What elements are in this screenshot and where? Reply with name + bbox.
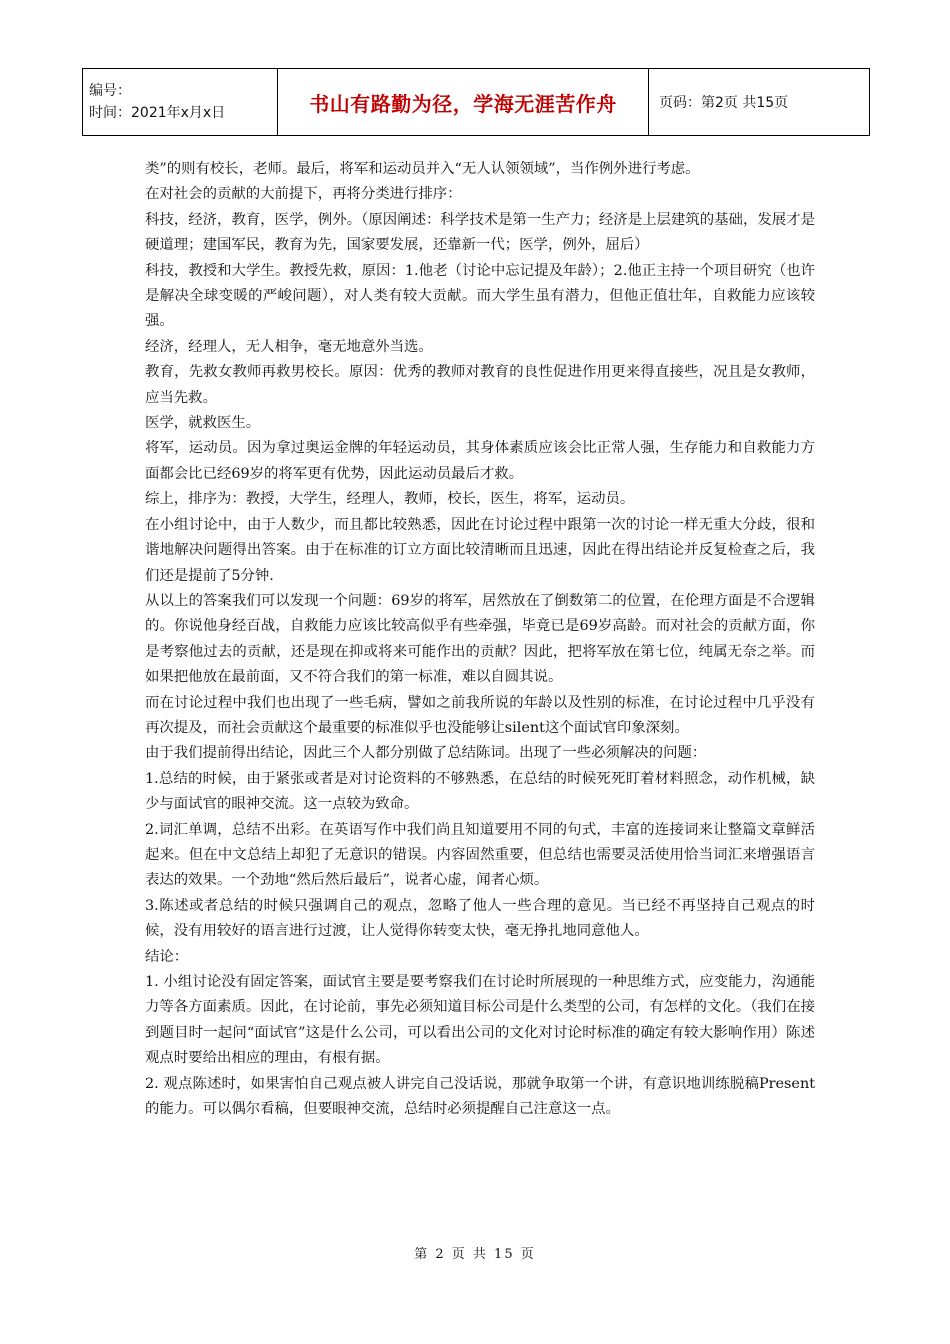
body-paragraph: 教育，先救女教师再救男校长。原因：优秀的教师对教育的良性促进作用更来得直接些，况且是女教师，应当先救。 bbox=[145, 364, 815, 406]
body-paragraph: 经济，经理人，无人相争，毫无地意外当选。 bbox=[145, 338, 433, 355]
body-paragraph: 科技，教授和大学生。教授先救，原因：1.他老（讨论中忘记提及年龄）；2.他正主持一个项目研究（也许是解决全球变暖的严峻问题），对人类有较大贡献。而大学生虽有潜力，但他正值壮年，自救能力应该较强。 bbox=[145, 262, 815, 330]
body-paragraph: 科技，经济，教育，医学，例外。（原因阐述：科学技术是第一生产力；经济是上层建筑的基础，发展才是硬道理；建国军民，教育为先，国家要发展，还靠新一代；医学，例外，屈后） bbox=[145, 211, 815, 254]
page-footer: 第 2 页 共 15 页 bbox=[414, 1247, 536, 1262]
body-paragraph: 1.总结的时候，由于紧张或者是对讨论资料的不够熟悉，在总结的时候死死盯着材料照念，动作机械，缺少与面试官的眼神交流。这一点较为致命。 bbox=[145, 770, 815, 813]
header-meta-cell bbox=[83, 69, 278, 136]
header-motto: 书山有路勤为径，学海无涯苦作舟 bbox=[278, 69, 649, 136]
body-paragraph: 医学，就救医生。 bbox=[145, 415, 261, 432]
body-paragraph: 综上，排序为：教授，大学生，经理人，教师，校长，医生，将军，运动员。 bbox=[145, 491, 635, 508]
body-paragraph: 2. 观点陈述时，如果害怕自己观点被人讲完自己没话说，那就争取第一个讲，有意识地训练脱稿Present的能力。可以偶尔看稿，但要眼神交流，总结时必须提醒自己注意这一点。 bbox=[145, 1075, 815, 1118]
body-paragraph: 由于我们提前得出结论，因此三个人都分别做了总结陈词。出现了一些必须解决的问题： bbox=[145, 745, 707, 762]
body-paragraph: 将军，运动员。因为拿过奥运金牌的年轻运动员，其身体素质应该会比正常人强，生存能力和自救能力方面都会比已经69岁的将军更有优势，因此运动员最后才救。 bbox=[145, 440, 815, 482]
conclusion-heading: 结论： bbox=[145, 948, 189, 965]
body-paragraph: 在对社会的贡献的大前提下，再将分类进行排序： bbox=[145, 186, 462, 203]
header-number-label: 编号： bbox=[89, 83, 131, 99]
body-paragraph: 而在讨论过程中我们也出现了一些毛病，譬如之前我所说的年龄以及性别的标准，在讨论过程中几乎没有再次提及，而社会贡献这个最重要的标准似乎也没能够让silent这个面试官印象深刻。 bbox=[145, 694, 815, 736]
body-paragraph: 1. 小组讨论没有固定答案，面试官主要是要考察我们在讨论时所展现的一种思维方式，应变能力，沟通能力等各方面素质。因此，在讨论前，事先必须知道目标公司是什么类型的公司，有怎样的文化。（我们在接到题目时一起问“面试官”这是什么公司，可以看出公司的文化对讨论时标准的确定有较大影响作用）陈述观点时要给出相应的理由，有根有据。 bbox=[145, 974, 815, 1067]
body-paragraph: 在小组讨论中，由于人数少，而且都比较熟悉，因此在讨论过程中跟第一次的讨论一样无重大分歧，很和谐地解决问题得出答案。由于在标准的订立方面比较清晰而且迅速，因此在得出结论并反复检查之后，我们还是提前了5分钟. bbox=[145, 516, 815, 584]
body-paragraph: 3.陈述或者总结的时候只强调自己的观点，忽略了他人一些合理的意见。当已经不再坚持自己观点的时候，没有用较好的语言进行过渡，让人觉得你转变太快，毫无挣扎地同意他人。 bbox=[145, 897, 815, 940]
header-page-label: 页码：第2页 共15页 bbox=[649, 69, 870, 136]
body-paragraph: 类”的则有校长，老师。最后，将军和运动员并入“无人认领领域”，当作例外进行考虑。 bbox=[145, 161, 700, 177]
header-date-label: 时间：2021年x月x日 bbox=[89, 105, 226, 121]
body-paragraph: 从以上的答案我们可以发现一个问题：69岁的将军，居然放在了倒数第二的位置，在伦理方面是不合逻辑的。你说他身经百战，自救能力应该比较高似乎有些牵强，毕竟已是69岁高龄。而对社会的贡献方面，你是考察他过去的贡献，还是现在抑或将来可能作出的贡献？因此，把将军放在第七位，纯属无奈之举。而如果把他放在最前面，又不符合我们的第一标准，难以自圆其说。 bbox=[145, 592, 815, 686]
document-header bbox=[82, 68, 870, 136]
body-paragraph: 2.词汇单调，总结不出彩。在英语写作中我们尚且知道要用不同的句式，丰富的连接词来让整篇文章鲜活起来。但在中文总结上却犯了无意识的错误。内容固然重要，但总结也需要灵活使用恰当词汇来增强语言表达的效果。一个劲地“然后然后最后”，说者心虚，闻者心烦。 bbox=[145, 821, 815, 889]
document-body bbox=[145, 157, 815, 1122]
